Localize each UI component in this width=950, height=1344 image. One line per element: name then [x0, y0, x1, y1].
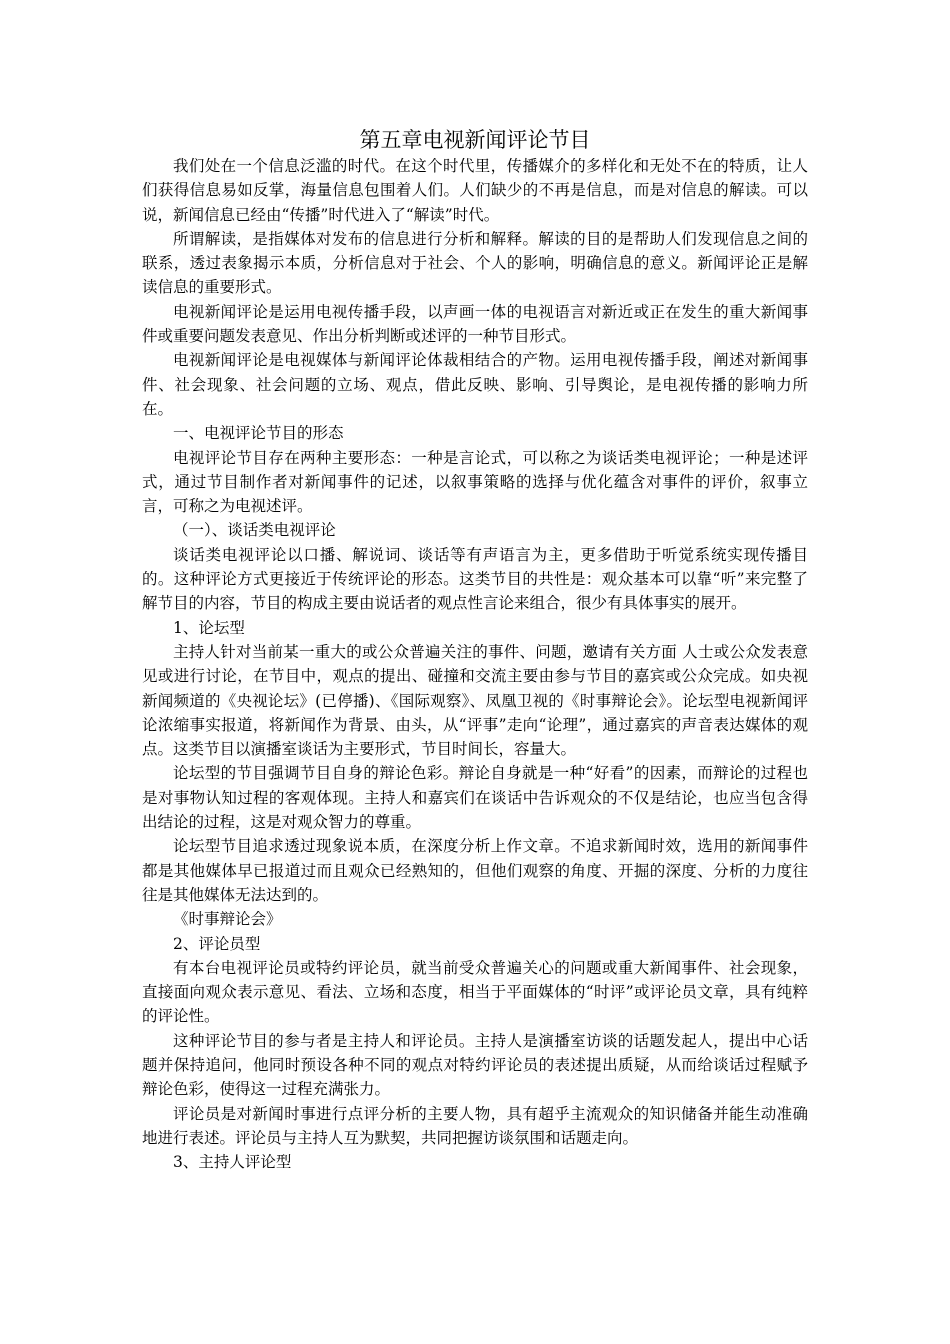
body-paragraph: 谈话类电视评论以口播、解说词、谈话等有声语言为主，更多借助于听觉系统实现传播目的。这种评论方式更接近于传统评论的形态。这类节目的共性是：观众基本可以靠“听”来完整了解节目的内容，节目的构成主要由说话者的观点性言论来组合，很少有具体事实的展开。: [142, 545, 808, 613]
body-paragraph: 评论员是对新闻时事进行点评分析的主要人物，具有超乎主流观众的知识储备并能生动准确地进行表述。评论员与主持人互为默契，共同把握访谈氛围和话题走向。: [142, 1104, 808, 1147]
section-heading: 2、评论员型: [173, 934, 261, 953]
document-body: [142, 154, 808, 1174]
body-paragraph: 论坛型的节目强调节目自身的辩论色彩。辩论自身就是一种“好看”的因素，而辩论的过程也是对事物认知过程的客观体现。主持人和嘉宾们在谈话中告诉观众的不仅是结论，也应当包含得出结论的过程，这是对观众智力的尊重。: [142, 764, 808, 832]
document-page: [142, 126, 808, 1174]
body-paragraph: 所谓解读，是指媒体对发布的信息进行分析和解释。解读的目的是帮助人们发现信息之间的联系，透过表象揭示本质，分析信息对于社会、个人的影响，明确信息的意义。新闻评论正是解读信息的重要形式。: [142, 229, 808, 297]
section-heading: 《时事辩论会》: [173, 910, 282, 929]
body-paragraph: 我们处在一个信息泛滥的时代。在这个时代里，传播媒介的多样化和无处不在的特质，让人们获得信息易如反掌，海量信息包围着人们。人们缺少的不再是信息，而是对信息的解读。可以说，新闻信息已经由“传播”时代进入了“解读”时代。: [142, 157, 808, 224]
body-paragraph: 这种评论节目的参与者是主持人和评论员。主持人是演播室访谈的话题发起人，提出中心话题并保持追问，他同时预设各种不同的观点对特约评论员的表述提出质疑，从而给谈话过程赋予辩论色彩，使得这一过程充满张力。: [142, 1031, 808, 1099]
section-heading: （一）、谈话类电视评论: [173, 521, 336, 540]
body-paragraph: 电视新闻评论是电视媒体与新闻评论体裁相结合的产物。运用电视传播手段，阐述对新闻事件、社会现象、社会问题的立场、观点，借此反映、影响、引导舆论，是电视传播的影响力所在。: [142, 351, 808, 418]
body-paragraph: 电视新闻评论是运用电视传播手段，以声画一体的电视语言对新近或正在发生的重大新闻事件或重要问题发表意见、作出分析判断或述评的一种节目形式。: [142, 302, 808, 346]
section-heading: 一、电视评论节目的形态: [173, 424, 344, 443]
section-heading: 1、论坛型: [173, 618, 245, 637]
document-title: 第五章电视新闻评论节目: [359, 128, 591, 152]
section-heading: 3、主持人评论型: [173, 1153, 292, 1172]
body-paragraph: 主持人针对当前某一重大的或公众普遍关注的事件、问题，邀请有关方面 人士或公众发表意见或进行讨论，在节目中，观点的提出、碰撞和交流主要由参与节目的嘉宾或公众完成。如央视新闻频道的《央视论坛》(已停播)、《国际观察》、凤凰卫视的《时事辩论会》。论坛型电视新闻评论浓缩事实报道，将新闻作为背景、由头，从“评事”走向“论理”，通过嘉宾的声音表达媒体的观点。这类节目以演播室谈话为主要形式，节目时间长，容量大。: [142, 642, 808, 759]
body-paragraph: 电视评论节目存在两种主要形态：一种是言论式，可以称之为谈话类电视评论；一种是述评式，通过节目制作者对新闻事件的记述，以叙事策略的选择与优化蕴含对事件的评价，叙事立言，可称之为电视述评。: [142, 448, 808, 516]
body-paragraph: 有本台电视评论员或特约评论员，就当前受众普遍关心的问题或重大新闻事件、社会现象，直接面向观众表示意见、看法、立场和态度，相当于平面媒体的“时评”或评论员文章，具有纯粹的评论性。: [142, 958, 808, 1026]
body-paragraph: 论坛型节目追求透过现象说本质，在深度分析上作文章。不追求新闻时效，选用的新闻事件都是其他媒体早已报道过而且观众已经熟知的，但他们观察的角度、开掘的深度、分析的力度往往是其他媒体无法达到的。: [142, 837, 808, 904]
